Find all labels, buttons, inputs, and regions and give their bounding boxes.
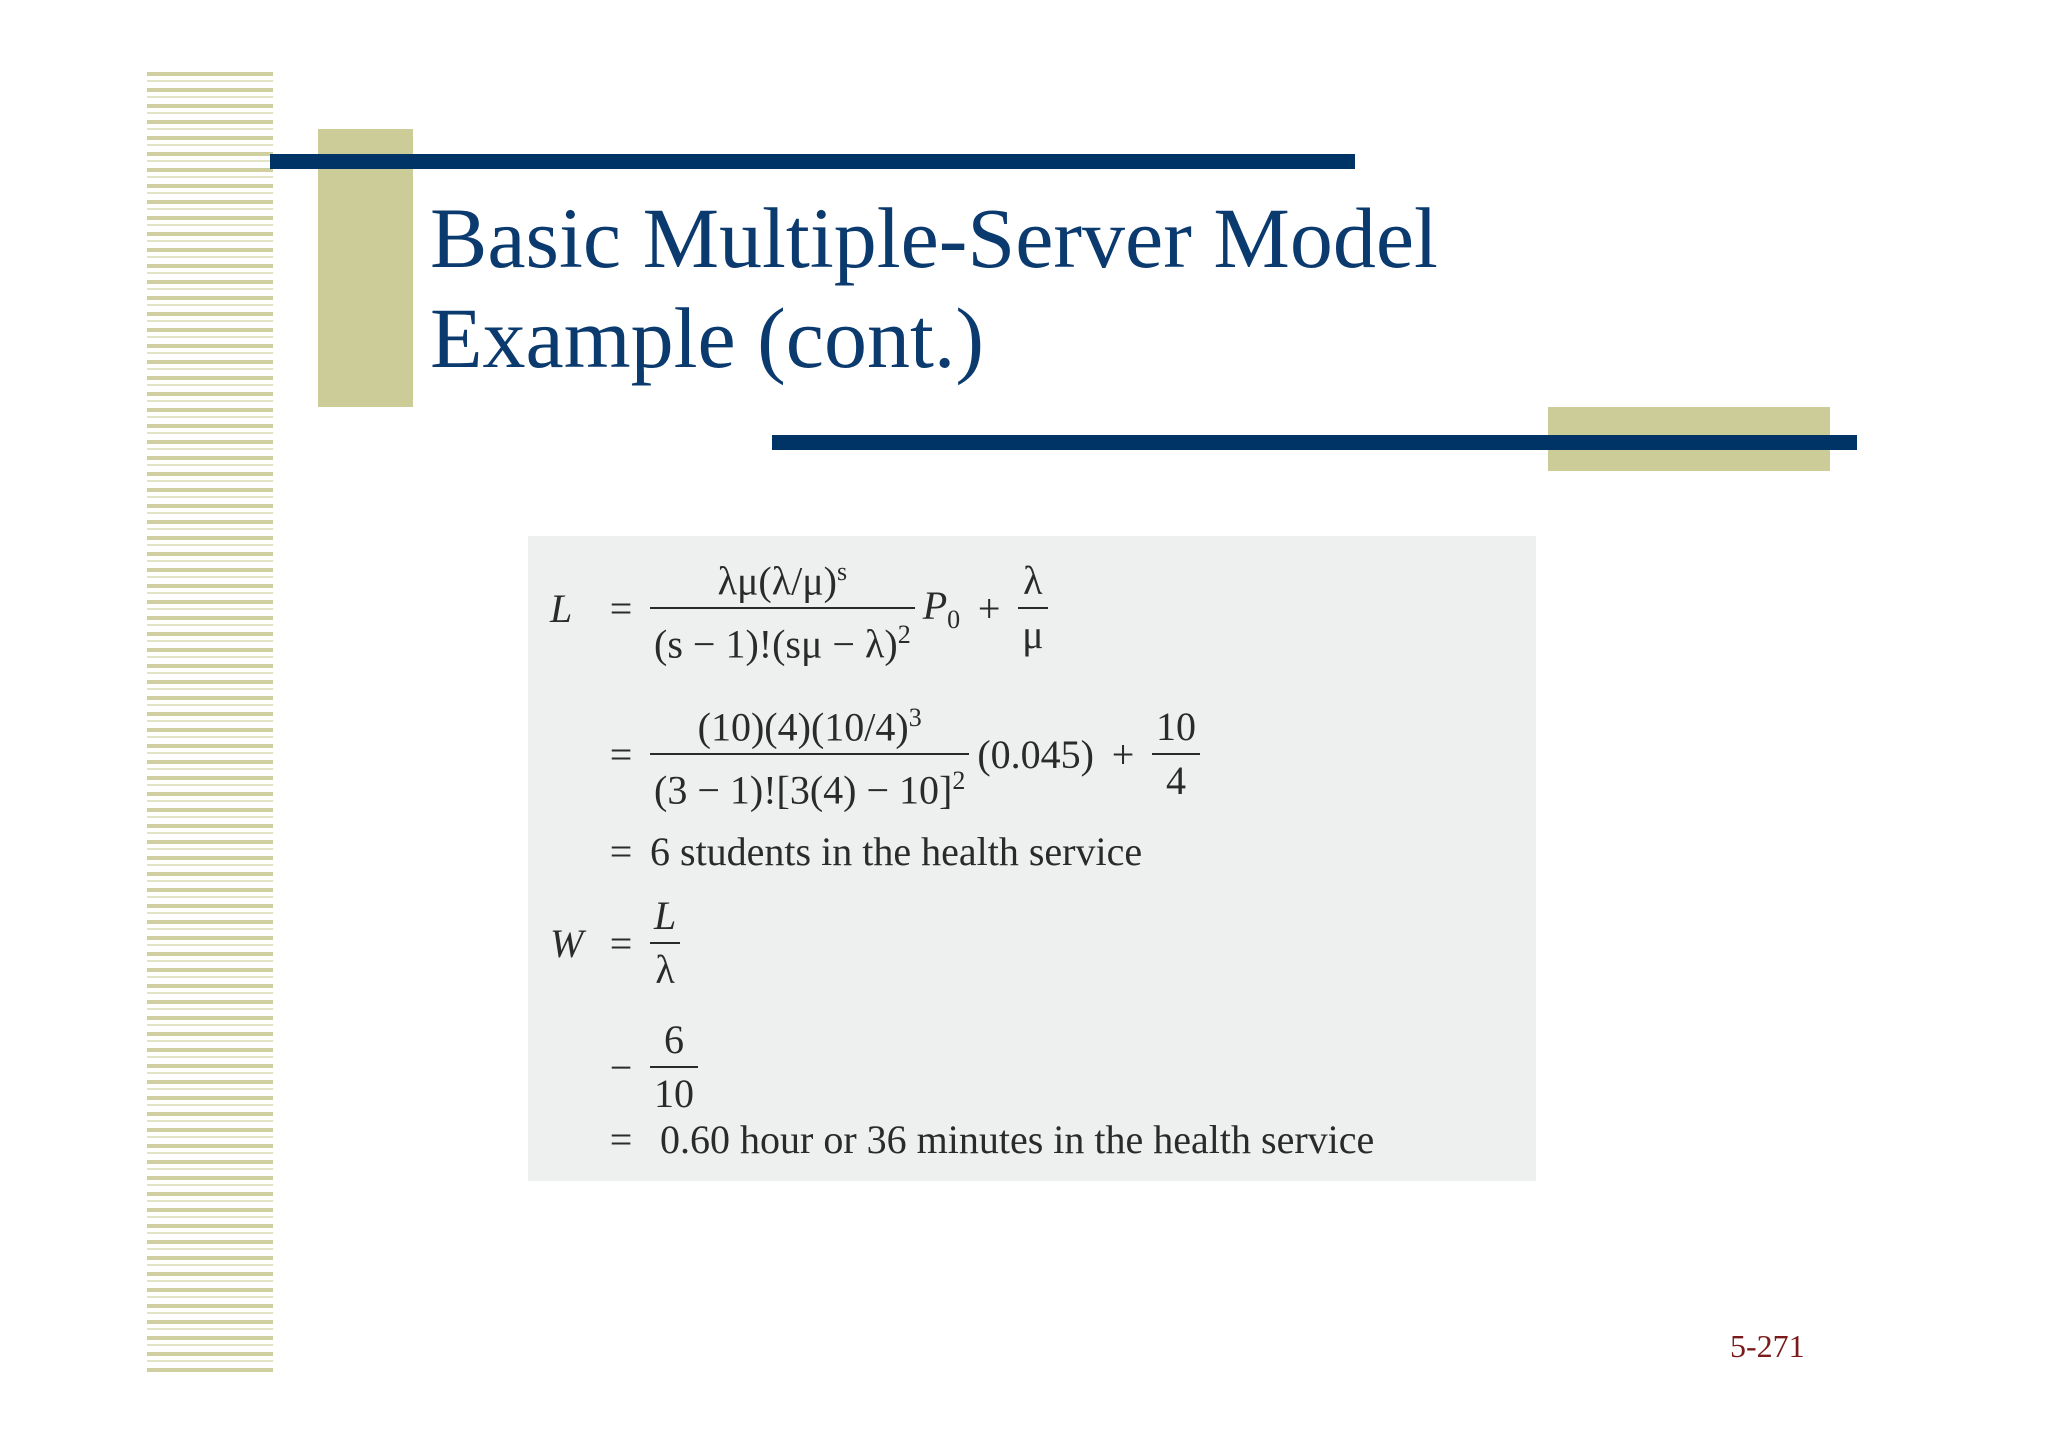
equation-panel [528,536,1536,1181]
top-divider-rule [270,154,1355,169]
title-accent-block [318,129,413,407]
result-L-text: 6 students in the health service [650,829,1143,874]
slide-title [430,188,1730,388]
equals-sign: = [609,920,633,966]
P0-value: (0.045) [977,731,1094,777]
result-W-text: 0.60 hour or 36 minutes in the health service [660,1117,1375,1162]
minus-sign: − [609,1044,633,1090]
equals-sign: = [609,585,633,631]
fraction-L-over-lambda [650,890,680,996]
fraction-numerator: L [654,893,677,938]
fraction-denominator: λ [655,947,675,992]
equals-sign: = [609,1117,633,1162]
plus-sign: + [977,585,1001,631]
fraction-substituted [650,692,969,817]
fraction-numerator: (10)(4)(10/4) [697,704,909,750]
left-decorative-stripes [147,72,273,1374]
plus-sign: + [1111,731,1135,777]
fraction-numerator: λμ(λ/μ) [717,558,837,604]
page-number: 5-271 [1730,1328,1805,1364]
slide-title-line1: Basic Multiple-Server Model [430,190,1438,286]
subscript: 0 [947,604,961,634]
fraction-denominator: 10 [654,1071,694,1116]
P-symbol: P [922,582,948,628]
fraction-denominator: μ [1022,612,1044,658]
equation-row-3 [550,828,1142,875]
fraction-denominator: 4 [1166,758,1186,804]
fraction-numerator: 6 [664,1017,684,1062]
L-symbol: L [550,585,573,631]
fraction-lambda-mu [1018,555,1047,661]
fraction-formula-L [650,546,915,671]
equation-row-5 [550,1014,698,1120]
equals-sign: = [609,731,633,777]
superscript: 2 [952,766,966,796]
equation-row-1 [550,546,1048,671]
superscript: 3 [908,703,922,732]
slide-title-line2: Example (cont.) [430,290,985,386]
equation-row-6 [550,1116,1374,1163]
superscript: s [837,557,848,586]
equals-sign: = [609,829,633,874]
superscript: 2 [897,620,911,650]
fraction-denominator: (s − 1)!(sμ − λ) [654,621,898,667]
fraction-numerator: 10 [1156,704,1196,750]
fraction-numerator: λ [1023,558,1043,604]
fraction-denominator: (3 − 1)![3(4) − 10] [654,767,953,813]
W-symbol: W [550,920,584,966]
equation-row-2 [550,692,1200,817]
fraction-6-over-10 [650,1014,698,1120]
bottom-divider-rule [772,435,1857,450]
fraction-10-over-4 [1152,701,1200,807]
equation-row-4 [550,890,680,996]
